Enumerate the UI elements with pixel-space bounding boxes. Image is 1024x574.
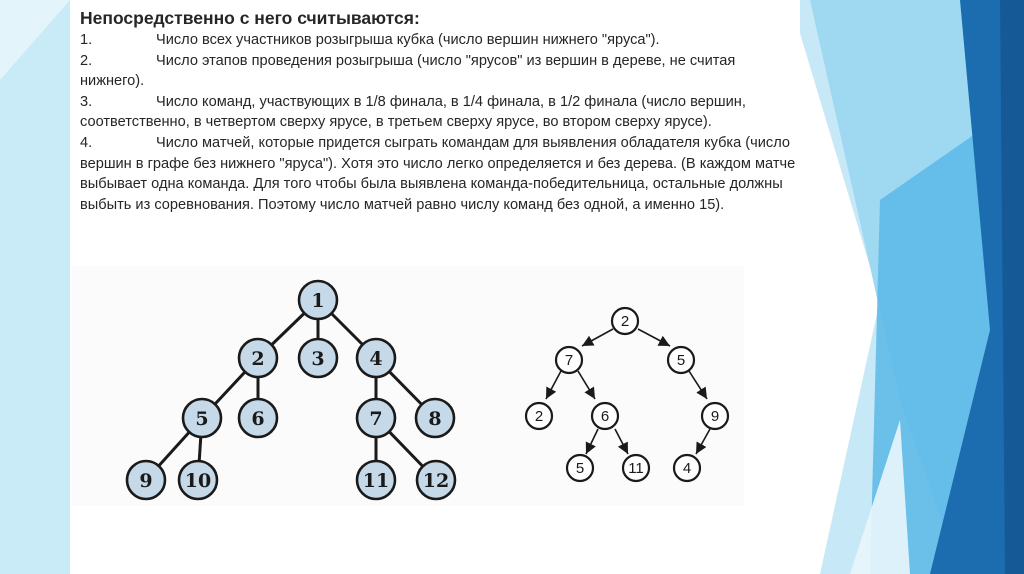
tree2-node-label: 2	[534, 408, 544, 425]
tree1-node-label: 2	[251, 348, 265, 370]
slide-heading: Непосредственно с него считываются:	[80, 8, 420, 28]
list-item	[80, 51, 800, 92]
tree2-node-label: 4	[682, 460, 692, 477]
item-text: Число этапов проведения розыгрыша (число "ярусов" из вершин в дереве, не считая нижнего).	[80, 52, 736, 90]
list-item	[80, 30, 800, 51]
tree1-node	[239, 399, 277, 437]
tree2-node-label: 5	[575, 460, 585, 477]
tree1-node-label: 8	[428, 408, 442, 430]
tree1-node-label: 9	[139, 470, 153, 492]
tree2-node-label: 9	[710, 408, 720, 425]
tree1-node	[127, 461, 165, 499]
tree2-node	[702, 403, 728, 429]
tree1-node	[299, 281, 337, 319]
tree1-node-label: 1	[311, 290, 325, 312]
tree-figure	[72, 266, 744, 506]
tree1-node-label: 3	[311, 348, 325, 370]
slide-text	[80, 6, 800, 215]
item-number: 2.	[80, 52, 93, 69]
tree2-node-label: 6	[600, 408, 610, 425]
tree1-node-label: 11	[362, 470, 390, 492]
tree1-node	[183, 399, 221, 437]
tree2-node-label: 7	[564, 352, 574, 369]
tree2-node	[612, 308, 638, 334]
tree2-node	[623, 455, 649, 481]
item-number: 3.	[80, 93, 93, 110]
left-light-panel	[0, 0, 70, 574]
tree2-node-label: 2	[620, 313, 630, 330]
list-item	[80, 92, 800, 133]
tree1-node-label: 12	[422, 470, 450, 492]
tree2-node	[592, 403, 618, 429]
tree2-node-label: 5	[676, 352, 686, 369]
tree-diagrams	[72, 266, 744, 506]
item-number: 4.	[80, 134, 93, 151]
tree1-node-label: 6	[251, 408, 265, 430]
tree1-node	[416, 399, 454, 437]
tree1-node	[417, 461, 455, 499]
tree1-node	[239, 339, 277, 377]
tree1-node-label: 7	[369, 408, 383, 430]
tree1-node-label: 10	[184, 470, 212, 492]
tree1-node	[357, 399, 395, 437]
tree1-node	[299, 339, 337, 377]
tree1-node	[179, 461, 217, 499]
tree2-node	[668, 347, 694, 373]
tree2-node	[567, 455, 593, 481]
tree1-node-label: 4	[369, 348, 383, 370]
tree2-node	[674, 455, 700, 481]
item-text: Число всех участников розыгрыша кубка (число вершин нижнего "яруса").	[156, 32, 660, 48]
tree2-node-label: 11	[628, 460, 644, 477]
item-text: Число матчей, которые придется сыграть командам для выявления обладателя кубка (число вершин в графе без нижнего "яруса"). Хотя это число легко определяется и без дерева. (В каждом матче выбывает одна команда. Для того чтобы была выявлена команда-победительница, остальные должны выбыть из соревнования. Поэтому число матчей равно числу команд без одной, а именно 15).	[80, 134, 796, 213]
tree1-node-label: 5	[195, 408, 209, 430]
item-number: 1.	[80, 32, 93, 48]
list-item	[80, 133, 800, 215]
tree2-node	[526, 403, 552, 429]
tree1-node	[357, 461, 395, 499]
tree1-node	[357, 339, 395, 377]
item-text: Число команд, участвующих в 1/8 финала, в 1/4 финала, в 1/2 финала (число вершин, соответственно, в четвертом сверху ярусе, в третьем сверху ярусе, во втором сверху ярусе).	[80, 93, 746, 131]
tree2-node	[556, 347, 582, 373]
